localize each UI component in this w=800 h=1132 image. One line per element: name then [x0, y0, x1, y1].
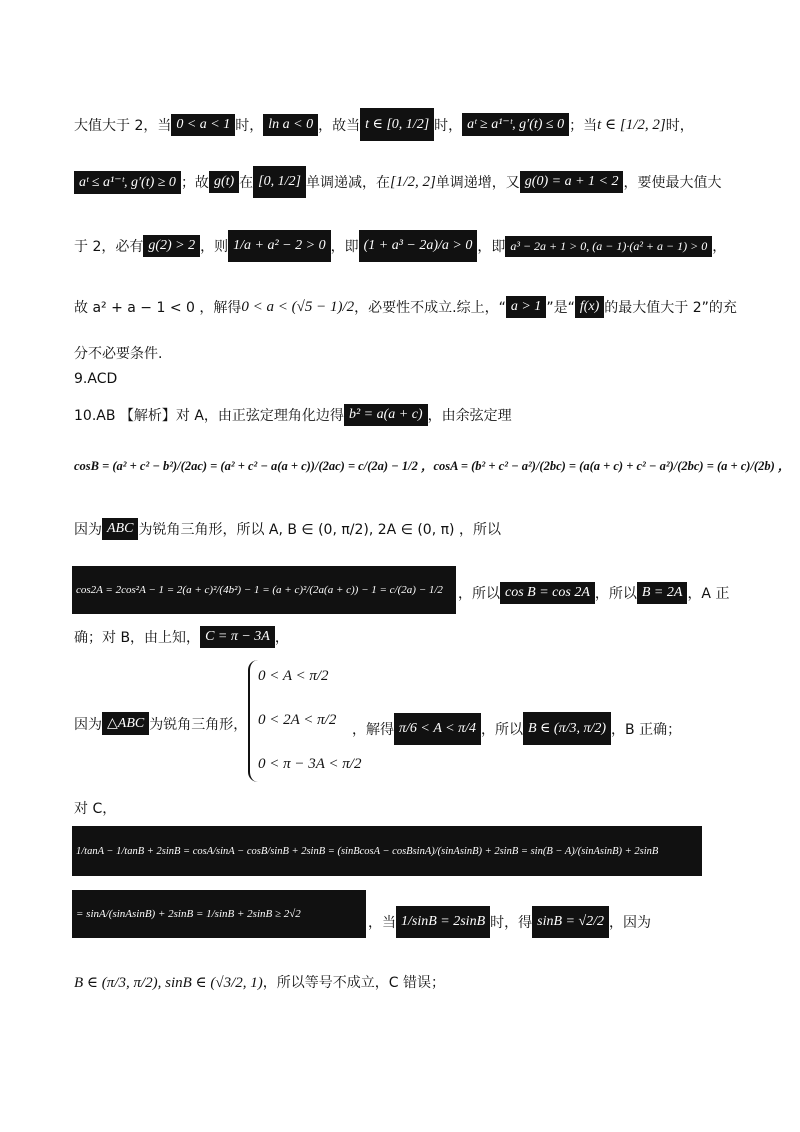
text: 故 a² + a − 1 < 0 ，解得	[74, 300, 242, 316]
text: ，必要性不成立.综上，“	[354, 300, 506, 316]
text: 因为	[74, 716, 102, 733]
text: ，要使最大值大	[623, 175, 722, 191]
math-expression: π/6 < A < π/4	[394, 713, 481, 745]
math-expression: C = π − 3A	[200, 626, 275, 648]
math-expression: [1/2, 2]	[389, 173, 436, 190]
text: ”是“	[546, 300, 575, 316]
math-expression: b² = a(a + c)	[344, 404, 428, 426]
text: ，所以	[481, 721, 523, 738]
math-expression-cos2A: cos2A = 2cos²A − 1 = 2(a + c)²/(4b²) − 1 = (a + c)²/(2a(a + c)) − 1 = c/(2a) − 1/2	[72, 566, 456, 614]
math-expression: g(0) = a + 1 < 2	[520, 171, 624, 193]
text: ，所以等号不成立，C 错误；	[262, 975, 446, 991]
math-expression: (1 + a³ − 2a)/a > 0	[359, 230, 478, 262]
text: ，则	[200, 239, 229, 255]
text: 时，	[235, 117, 264, 134]
math-expression: f(x)	[575, 296, 604, 318]
math-expression: sinB = √2/2	[532, 906, 609, 938]
text: ，解得	[352, 721, 394, 738]
text: 大值大于 2，当	[74, 117, 172, 134]
math-expression: t ∈ [1/2, 2]	[597, 117, 666, 133]
math-expression: t ∈ [0, 1/2]	[360, 108, 434, 141]
text: ，即	[330, 239, 359, 255]
text: 单调递减，在	[305, 175, 390, 191]
text: 在	[239, 175, 254, 191]
math-expression: cos B = cos 2A	[500, 582, 595, 604]
answer-9: 9.ACD	[74, 371, 118, 387]
math-expression: g(2) > 2	[143, 235, 200, 257]
text: 10.AB 【解析】对 A，由正弦定理角化边得	[74, 408, 344, 424]
line-9	[74, 518, 501, 540]
line-1	[74, 108, 694, 141]
line-12-continued	[352, 712, 681, 745]
text: 单调递增，又	[435, 175, 520, 191]
text: 因为	[74, 522, 102, 538]
math-expression: aᵗ ≤ a¹⁻ᵗ, g′(t) ≥ 0	[74, 171, 181, 194]
math-expression: △ABC	[102, 712, 149, 735]
text: 时，得	[490, 915, 533, 931]
math-expression: ABC	[102, 518, 138, 540]
math-expression: ln a < 0	[263, 114, 318, 136]
text: 时，	[434, 117, 463, 134]
text: ，故当	[318, 117, 361, 134]
system-inequality-2: 0 < 2A < π/2	[258, 712, 337, 728]
text: ，	[274, 630, 289, 646]
line-10	[458, 582, 729, 604]
text: ，因为	[609, 915, 652, 931]
line-11	[74, 626, 289, 648]
text: ，	[712, 239, 727, 255]
system-inequality-1: 0 < A < π/2	[258, 668, 329, 684]
math-expression: B ∈ (π/3, π/2), sinB ∈ (√3/2, 1)	[74, 974, 263, 991]
math-expression: g(t)	[209, 171, 239, 193]
text: ，即	[477, 239, 506, 255]
text: ，所以	[594, 586, 637, 602]
math-expression-C-part1: 1/tanA − 1/tanB + 2sinB = cosA/sinA − cosB/sinB + 2sinB = (sinBcosA − cosBsinA)/(sinAsinB) + 2sinB = sin(B − A)/(sinAsinB) + 2sinB	[72, 826, 702, 876]
text: ；故	[180, 175, 209, 191]
math-expression-C-part2: = sinA/(sinAsinB) + 2sinB = 1/sinB + 2sinB ≥ 2√2	[72, 890, 366, 938]
math-expression: a³ − 2a + 1 > 0, (a − 1)·(a² + a − 1) > 0	[505, 236, 712, 257]
math-expression: B ∈ (π/3, π/2)	[523, 712, 611, 745]
math-expression: 0 < a < 1	[171, 114, 235, 136]
text: ，由余弦定理	[427, 408, 512, 424]
math-expression: [0, 1/2]	[253, 166, 306, 198]
system-inequality-3: 0 < π − 3A < π/2	[258, 756, 362, 772]
text: ；当	[569, 117, 598, 134]
cosine-derivation: cosB = (a² + c² − b²)/(2ac) = (a² + c² − a(a + c))/(2ac) = c/(2a) − 1/2 ，cosA = (b² + c² − a²)/(2bc) = (a(a + c) + c² − a²)/(2bc) = (a + c)/(2b) ，	[74, 459, 791, 473]
math-expression: 1/sinB = 2sinB	[396, 906, 490, 938]
line-3	[74, 230, 726, 262]
math-expression: B = 2A	[637, 582, 688, 604]
text: 时，	[665, 117, 694, 134]
line-16	[74, 972, 445, 992]
line-5: 分不必要条件.	[74, 346, 163, 362]
math-expression: aᵗ ≥ a¹⁻ᵗ, g′(t) ≤ 0	[462, 113, 569, 136]
line-15	[368, 906, 651, 938]
line-4	[74, 296, 737, 318]
text: 的最大值大于 2”的充	[604, 300, 737, 316]
text: ，当	[368, 915, 396, 931]
text: 为锐角三角形，所以 A, B ∈ (0, π/2), 2A ∈ (0, π) ，所以	[138, 522, 501, 538]
line-13: 对 C，	[74, 801, 117, 817]
math-expression: a > 1	[506, 296, 546, 318]
math-expression: 0 < a < (√5 − 1)/2	[241, 298, 355, 315]
text: 为锐角三角形，	[149, 716, 248, 733]
text: ，A 正	[687, 586, 730, 602]
text: ，B 正确；	[611, 721, 682, 738]
text: 于 2，必有	[74, 239, 144, 255]
line-7	[74, 404, 512, 426]
line-2	[74, 166, 721, 198]
text: ，所以	[458, 586, 500, 602]
text: 确；对 B，由上知，	[74, 630, 201, 646]
math-expression: 1/a + a² − 2 > 0	[228, 230, 330, 262]
line-12	[74, 712, 247, 735]
